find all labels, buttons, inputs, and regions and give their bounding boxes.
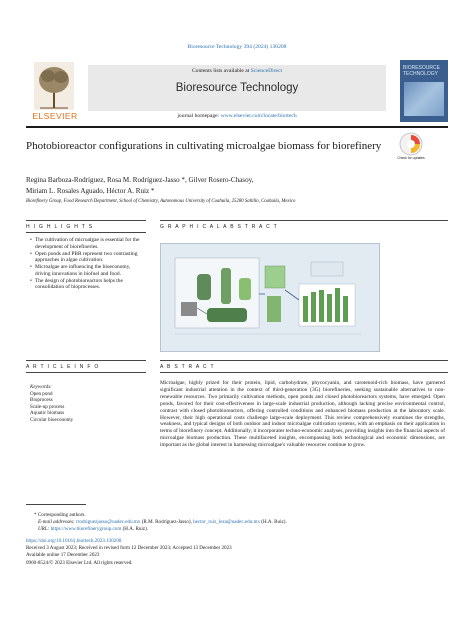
highlights-subrule — [26, 232, 146, 233]
homepage-line — [88, 113, 386, 119]
email-label: E-mail addresses: — [38, 518, 75, 525]
elsevier-wordmark: ELSEVIER — [32, 111, 78, 121]
footnote-rule — [26, 504, 86, 505]
email-link-1[interactable]: rrodriguezjasso@uadec.edu.mx — [76, 518, 141, 525]
url-owner: (H.A. Ruiz). — [122, 525, 149, 532]
journal-cover-thumbnail[interactable] — [400, 60, 448, 122]
abstract-rule — [160, 360, 448, 361]
keyword-item: Aquatic biomass — [30, 410, 65, 417]
sciencedirect-link[interactable]: ScienceDirect — [250, 68, 283, 74]
url-label: URL: — [38, 525, 50, 532]
article-info-rule — [26, 360, 146, 361]
copyright-line: 0960-8524/© 2023 Elsevier Ltd. All rights reserved. — [26, 559, 133, 566]
elsevier-tree-icon — [34, 62, 74, 110]
group-url-link[interactable]: https://www.biorefinerygroup.com — [50, 525, 122, 532]
masthead-rule — [26, 126, 448, 128]
doi-link[interactable]: https://doi.org/10.1016/j.biortech.2023.130208 — [26, 538, 122, 544]
highlight-item: • Microalgae are influencing the bioeconomy, driving innovations in biofuel and food. — [30, 264, 142, 277]
elsevier-logo[interactable] — [26, 62, 84, 124]
affiliation: Biorefinery Group, Food Research Department, School of Chemistry, Autonomous University of Coahuila, 25280 Saltillo, Coahuila, Mexico — [26, 199, 296, 204]
keyword-item: Bioprocess — [30, 397, 53, 404]
corresponding-note — [34, 512, 434, 519]
journal-masthead — [26, 58, 448, 124]
keyword-item: Circular bioeconomy — [30, 416, 74, 423]
authors-line-1[interactable]: Regina Barboza-Rodríguez, Rosa M. Rodríguez-Jasso *, Gilver Rosero-Chasoy, — [26, 176, 254, 184]
highlights-heading: H I G H L I G H T S — [26, 224, 94, 230]
highlights-rule — [26, 220, 146, 221]
keyword-item: Scale-up process — [30, 403, 65, 410]
abstract-heading: A B S T R A C T — [160, 364, 215, 370]
authors-line-2[interactable]: Miriam L. Rosales Aguado, Héctor A. Ruiz * — [26, 186, 155, 195]
journal-citation-link[interactable]: Bioresource Technology 394 (2024) 130208 — [187, 44, 287, 50]
cover-title: BIORESOURCE TECHNOLOGY — [403, 65, 440, 77]
abstract-body: Microalgae, highly prized for their protein, lipid, carbohydrate, phycocyanin, and carotenoid-rich biomass, have garnered significant industrial attention in the context of third-generation (3G) biorefineries, seeking sustainable alternatives to non-renewable resources. Two primarily cultivation methods, open ponds and closed photobioreactors systems, have emerged. Open ponds, favored for their cost-effectiveness in large-scale industrial production, although lacking precise environmental control, contrast with closed photobioreactors, offering controlled conditions and enhanced biomass production at the laboratory scale. However, their high operational costs challenge large-scale deployment. This review comprehensively examines the strengths, weakness, and typical designs of both outdoor and indoor microalgae cultivation systems, with an emphasis on their application in terms of biorefinery concept. Additionally, it incorporates techno-economic analyses, providing insights into the financial aspects of microalgae biomass production. These multifaceted insights, encompassing both technological and economic dimensions, are important as the global interest in harnessing microalgae's valuable resources continue to grow. — [160, 380, 445, 449]
graphical-abstract-figure[interactable] — [160, 243, 380, 352]
check-for-updates-label[interactable]: Check for updates — [397, 156, 425, 160]
journal-name: Bioresource Technology — [175, 82, 299, 94]
email-line — [34, 519, 434, 526]
received-dates: Received 3 August 2023; Received in revised form 12 December 2023; Accepted 13 December 2023 — [26, 545, 232, 552]
publication-info — [26, 538, 426, 567]
asterisk-mark: * — [34, 512, 38, 518]
abstract-subrule — [160, 372, 448, 373]
article-info-heading: A R T I C L E I N F O — [26, 364, 100, 370]
graphical-abstract-heading: G R A P H I C A L A B S T R A C T — [160, 224, 278, 230]
highlight-item: • Open ponds and PBR represent two contrasting approaches in algae cultivation. — [30, 251, 142, 264]
homepage-prefix: journal homepage: — [177, 113, 221, 119]
cover-image — [404, 82, 444, 116]
contents-prefix: Contents lists available at — [191, 68, 251, 74]
footnotes — [34, 512, 434, 532]
highlights-list — [30, 237, 142, 291]
available-online: Available online 17 December 2023 — [26, 552, 100, 559]
article-title: Photobioreactor configurations in cultivating microalgae biomass for biorefinery — [26, 140, 382, 152]
highlight-item: • The design of photobioreactors helps the consolidation of bioprocesses. — [30, 278, 142, 291]
keyword-item: Open pond — [30, 391, 53, 397]
author-list — [26, 175, 426, 196]
graphical-abstract-rule — [160, 220, 448, 221]
keywords-list — [30, 391, 73, 423]
highlight-item: • The cultivation of microalgae is essential for the development of biorefineries. — [30, 237, 142, 250]
contents-line — [88, 68, 386, 74]
check-for-updates-icon[interactable] — [398, 131, 424, 157]
email-owner-1: (R.M. Rodríguez-Jasso), — [141, 518, 192, 525]
journal-info-band — [88, 65, 386, 111]
journal-homepage-link[interactable]: www.elsevier.com/locate/biortech — [220, 113, 297, 119]
keywords-label: Keywords: — [30, 384, 52, 390]
email-owner-2: (H.A. Ruiz). — [261, 518, 287, 525]
article-info-subrule — [26, 372, 146, 373]
email-link-2[interactable]: hector_ruiz_leza@uadec.edu.mx — [193, 518, 260, 525]
url-line — [34, 526, 434, 533]
corresponding-label: Corresponding authors. — [37, 512, 86, 518]
graphical-abstract-illustration — [161, 244, 379, 351]
